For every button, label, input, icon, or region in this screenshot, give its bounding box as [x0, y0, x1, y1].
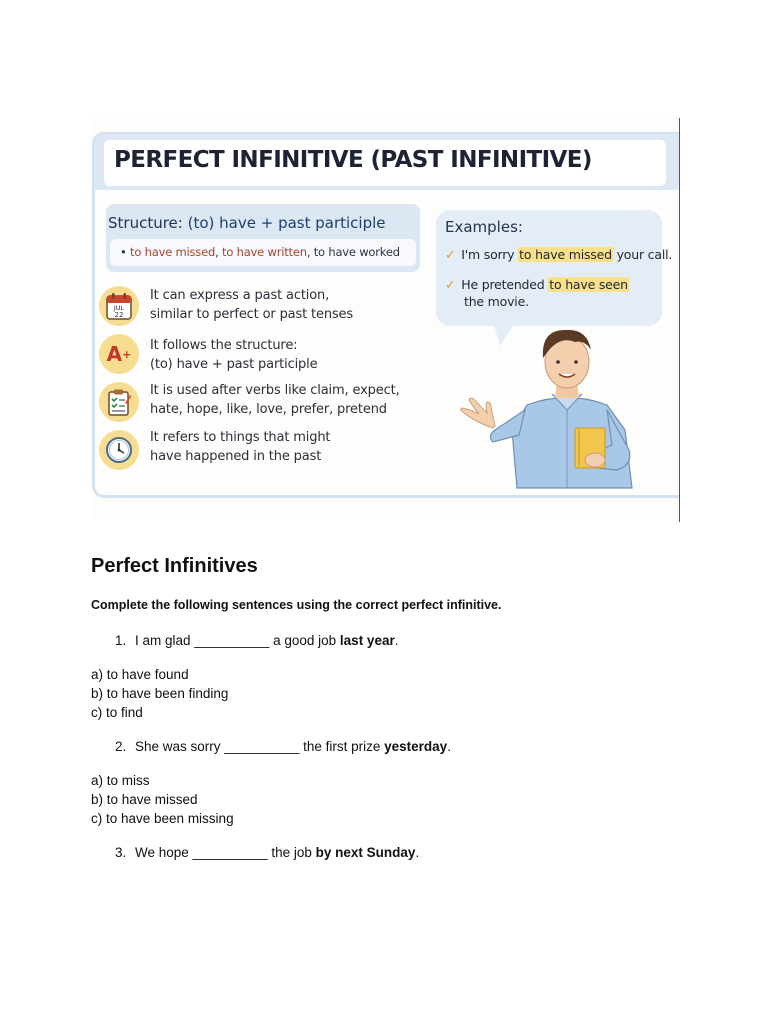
- example-1: ✓ I'm sorry to have missed your call.: [445, 247, 673, 262]
- question-2: 2. She was sorry __________ the first prize yesterday.: [115, 739, 451, 754]
- question-1: 1. I am glad __________ a good job last year.: [115, 633, 399, 648]
- checkmark-icon: ✓: [445, 277, 456, 292]
- question-number: 1.: [115, 633, 127, 648]
- infographic-title: PERFECT INFINITIVE (PAST INFINITIVE): [114, 147, 592, 173]
- clock-icon: [99, 430, 139, 470]
- calendar-icon: [99, 286, 139, 326]
- example-2-continued: the movie.: [464, 294, 529, 309]
- point-2-text: It follows the structure: (to) have + past participle: [150, 338, 318, 372]
- svg-text:JUL: JUL: [113, 304, 125, 312]
- point-1-text: It can express a past action, similar to perfect or past tenses: [150, 288, 354, 322]
- point-3-text: It is used after verbs like claim, expect, hate, hope, like, love, prefer, pretend: [150, 383, 400, 417]
- structure-examples: • to have missed, to have written, to have worked: [120, 245, 400, 259]
- structure-example-2: to have written: [222, 245, 307, 259]
- worksheet-title: Perfect Infinitives: [91, 555, 258, 577]
- structure-example-1: to have missed: [130, 245, 216, 259]
- question-1-option-c: c) to find: [91, 705, 143, 720]
- structure-example-3: to have worked: [313, 245, 400, 259]
- checkmark-icon: ✓: [445, 247, 456, 262]
- teacher-illustration: [457, 310, 672, 495]
- point-4-text: It refers to things that might have happened in the past: [150, 430, 331, 464]
- question-1-option-b: b) to have been finding: [91, 686, 229, 701]
- question-2-option-a: a) to miss: [91, 773, 150, 788]
- svg-text:22: 22: [114, 311, 124, 319]
- question-number: 2.: [115, 739, 127, 754]
- question-2-option-c: c) to have been missing: [91, 811, 234, 826]
- structure-heading: [108, 214, 386, 232]
- question-2-option-b: b) to have missed: [91, 792, 198, 807]
- image-right-edge: [679, 118, 680, 522]
- examples-title: Examples:: [445, 218, 523, 236]
- clipboard-icon: [99, 382, 139, 422]
- worksheet-instruction: Complete the following sentences using the correct perfect infinitive.: [91, 598, 502, 612]
- bullet-icon: •: [120, 245, 131, 259]
- structure-formula: (to) have + past participle: [187, 214, 386, 232]
- infographic-image: [92, 118, 679, 520]
- question-1-option-a: a) to have found: [91, 667, 189, 682]
- question-number: 3.: [115, 845, 127, 860]
- question-3: 3. We hope __________ the job by next Sunday.: [115, 845, 420, 860]
- structure-label: Structure:: [108, 214, 183, 232]
- example-2: ✓ He pretended to have seen: [445, 277, 628, 292]
- grade-a-plus-icon: A +: [99, 334, 139, 374]
